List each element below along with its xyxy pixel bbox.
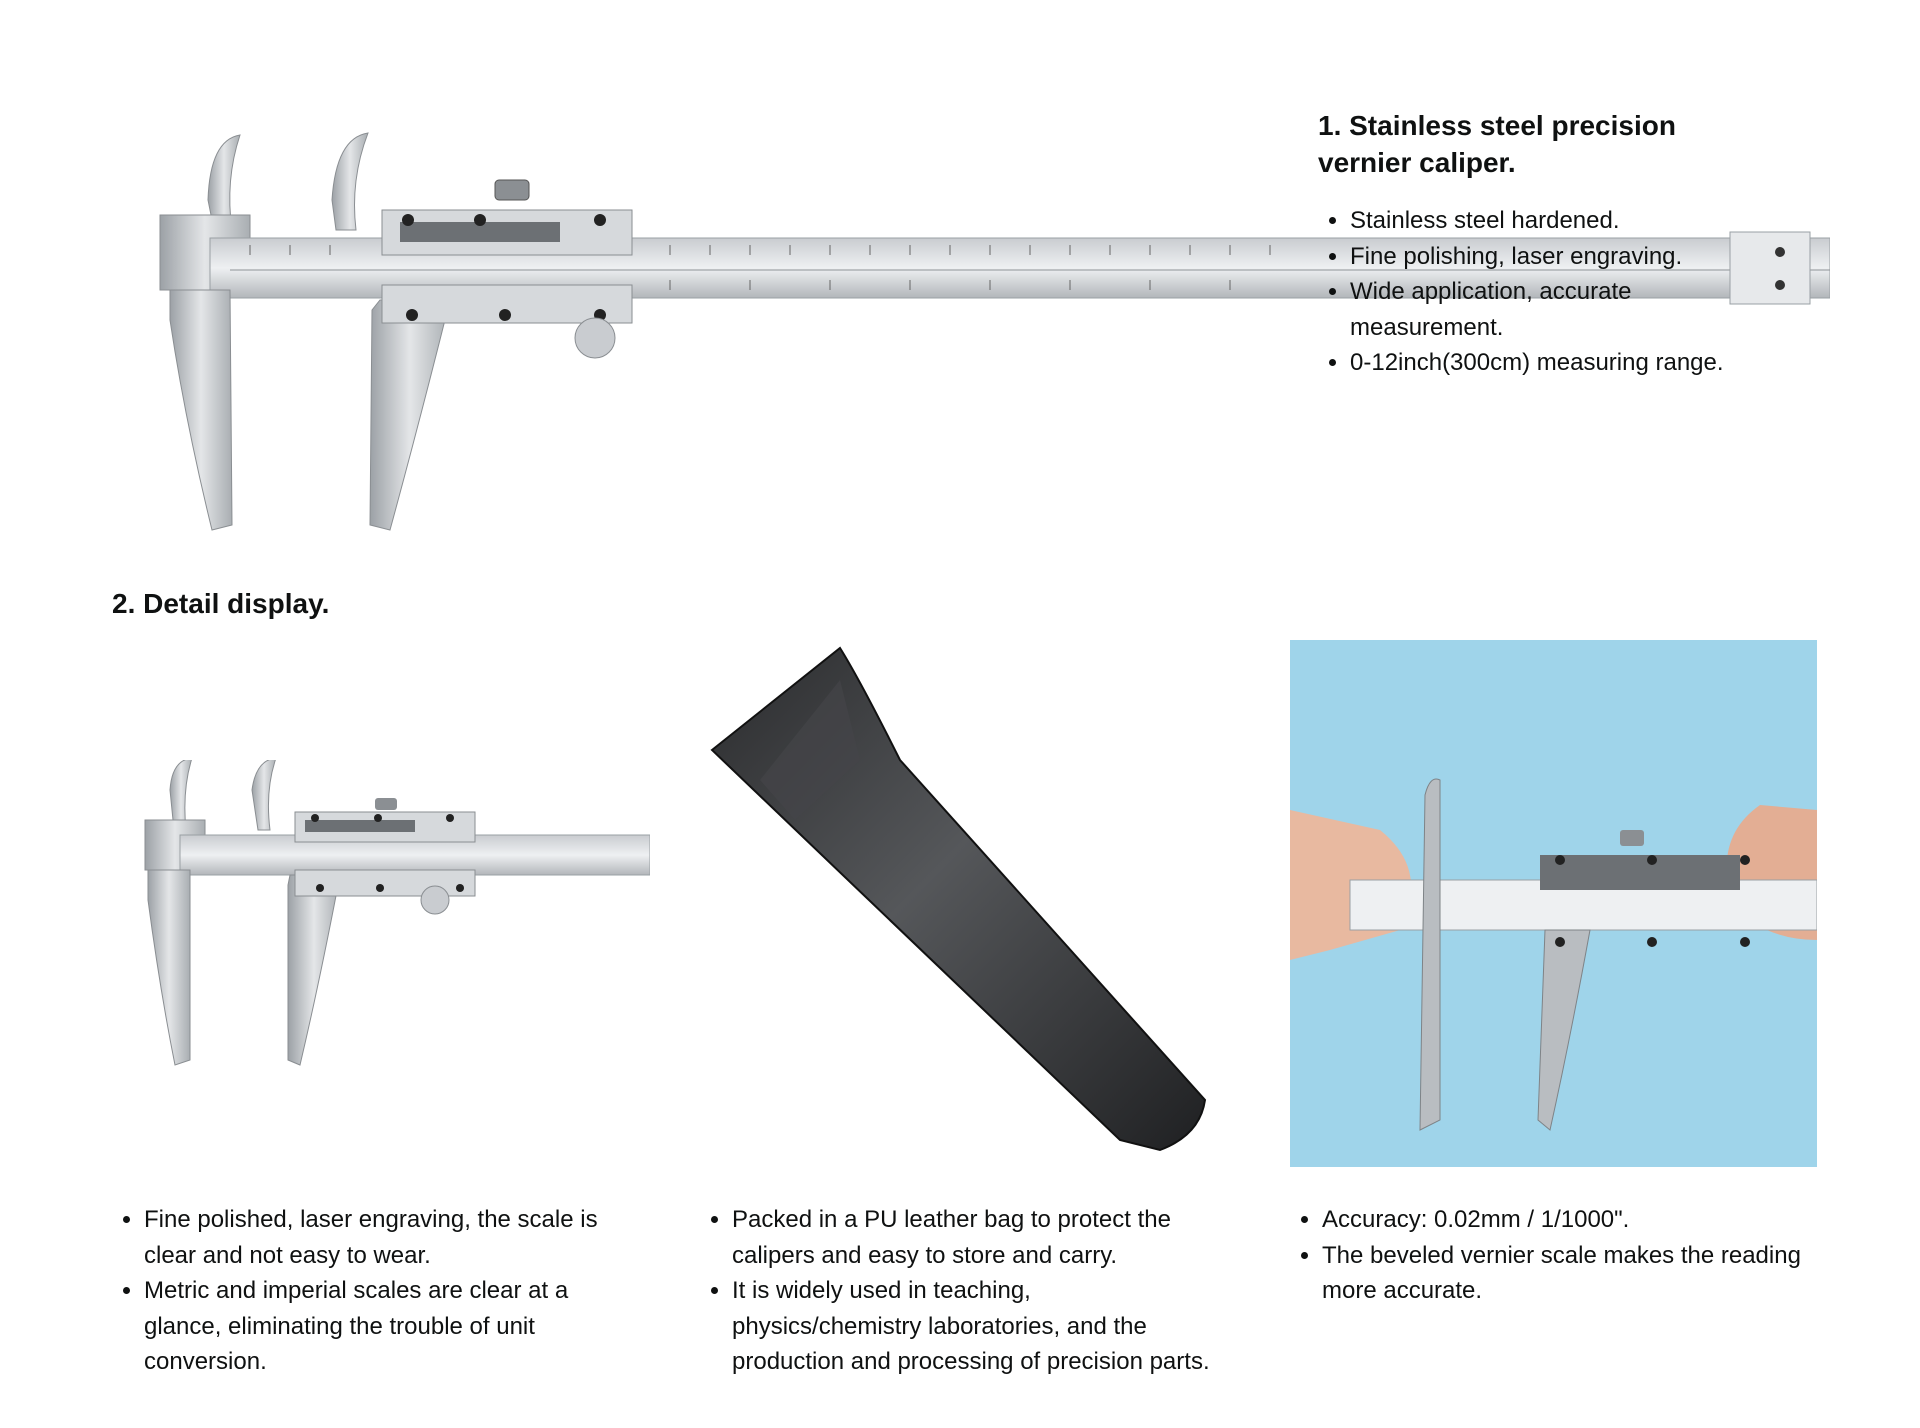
detail-column-3-bullets: [1290, 1202, 1830, 1309]
detail-column-1: [112, 1202, 622, 1380]
section1-bullet-list: [1318, 203, 1738, 381]
detail-column-3: [1290, 1202, 1830, 1309]
list-item: • Fine polished, laser engraving, the scale is clear and not easy to wear.: [144, 1202, 622, 1273]
list-item: • It is widely used in teaching, physics/chemistry laboratories, and the production and processing of precision parts.: [732, 1273, 1210, 1380]
detail-column-2: [700, 1202, 1210, 1380]
detail-column-1-bullets: [112, 1202, 622, 1380]
caliper-detail-image: [130, 760, 650, 1080]
caliper-in-hands-photo: [1290, 640, 1817, 1167]
section1-title: 1. Stainless steel precision vernier caliper.: [1318, 110, 1676, 178]
detail-column-2-bullets: [700, 1202, 1210, 1380]
list-item: • 0-12inch(300cm) measuring range.: [1350, 345, 1738, 381]
list-item: • Wide application, accurate measurement.: [1350, 274, 1738, 345]
list-item: • Stainless steel hardened.: [1350, 203, 1738, 239]
list-item: • Fine polishing, laser engraving.: [1350, 239, 1738, 275]
section2-title: 2. Detail display.: [112, 588, 330, 619]
section1-panel: [1318, 107, 1738, 381]
list-item: • The beveled vernier scale makes the reading more accurate.: [1322, 1238, 1830, 1309]
list-item: • Packed in a PU leather bag to protect the calipers and easy to store and carry.: [732, 1202, 1210, 1273]
leather-pouch-image: [700, 640, 1220, 1160]
list-item: • Metric and imperial scales are clear at a glance, eliminating the trouble of unit conversion.: [144, 1273, 622, 1380]
list-item: • Accuracy: 0.02mm / 1/1000".: [1322, 1202, 1830, 1238]
